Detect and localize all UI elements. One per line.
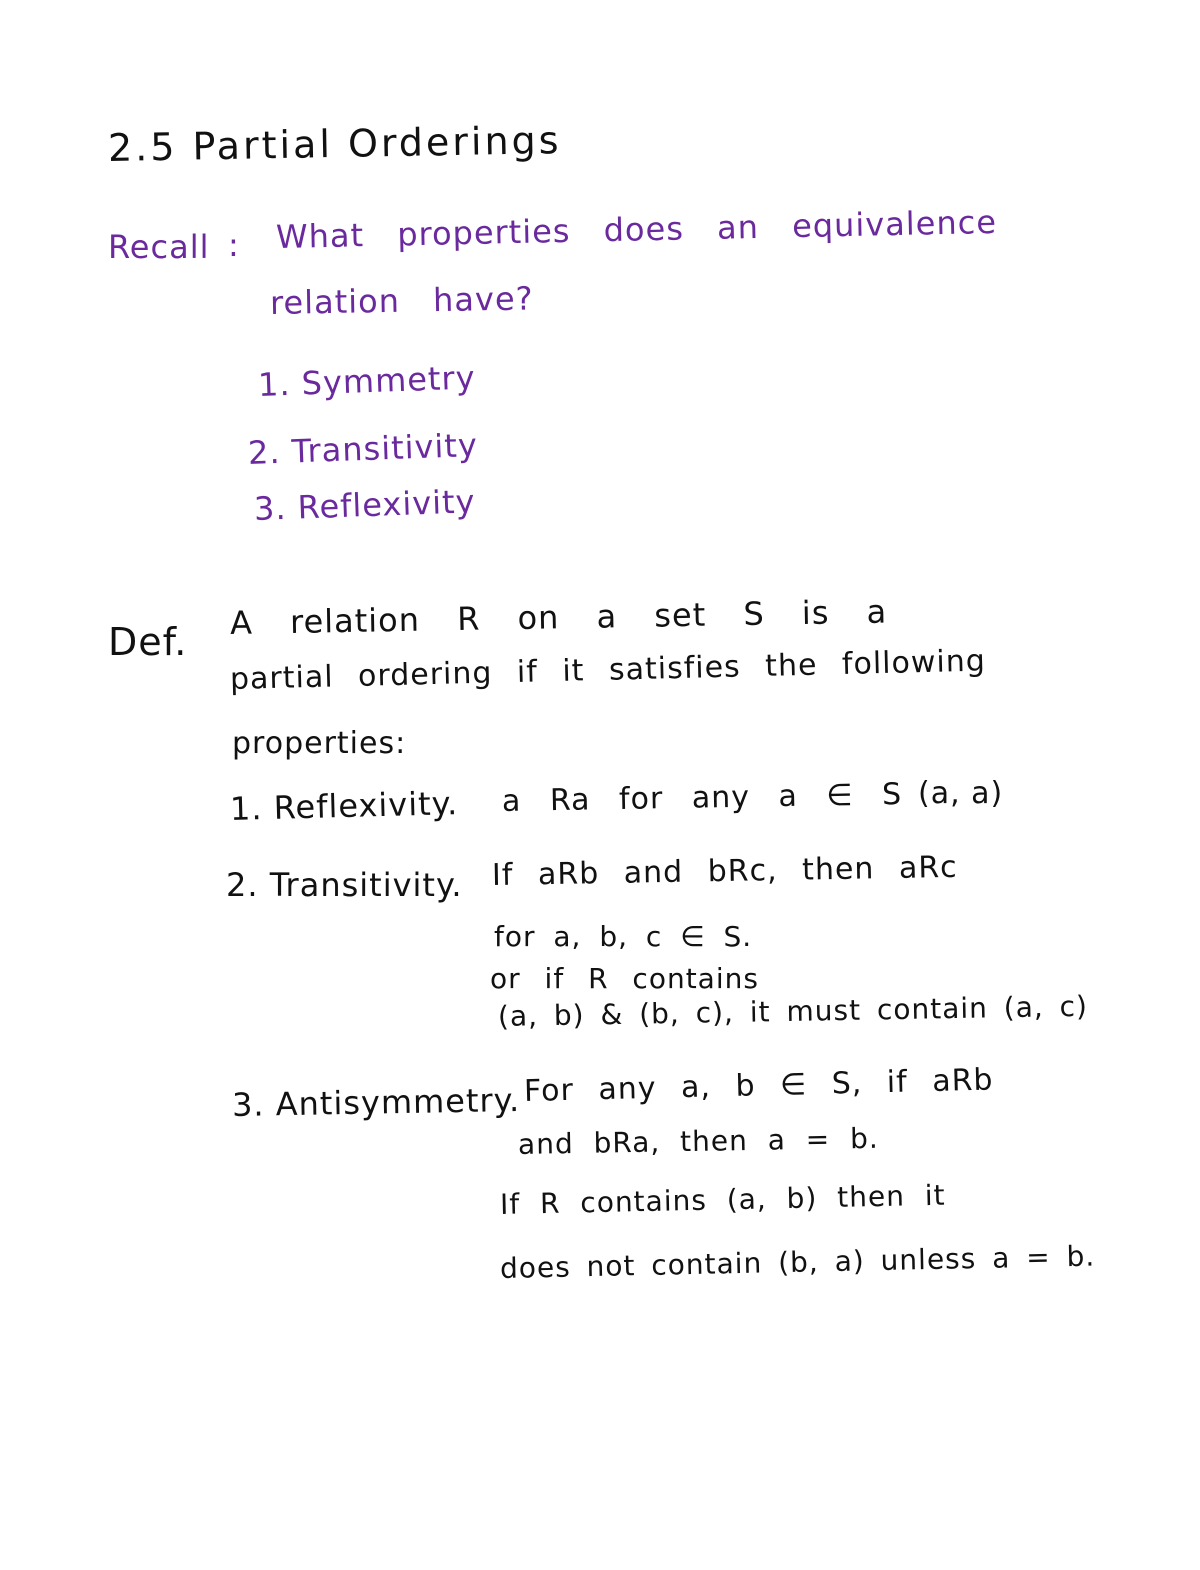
recall-question-line: relation have? [269, 279, 534, 322]
property-reflexivity-pair: (a, a) [918, 776, 1004, 811]
property-reflexivity-text: a Ra for any a ∈ S [501, 777, 903, 819]
recall-label: Recall [108, 228, 210, 266]
property-transitivity-text: (a, b) & (b, c), it must contain (a, c) [497, 989, 1089, 1033]
property-transitivity-label: 2. Transitivity. [226, 866, 463, 904]
property-transitivity-text: If aRb and bRc, then aRc [491, 849, 958, 893]
definition-line: properties: [232, 726, 407, 761]
recall-item-transitivity: 2. Transitivity [247, 425, 479, 472]
recall-item-reflexivity: 3. Reflexivity [253, 482, 477, 528]
definition-label: Def. [108, 620, 188, 664]
definition-line: A relation R on a set S is a [229, 592, 888, 642]
property-reflexivity-label: 1. Reflexivity. [229, 784, 459, 828]
property-transitivity-text: for a, b, c ∈ S. [494, 920, 753, 953]
property-antisymmetry-text: does not contain (b, a) unless a = b. [499, 1239, 1096, 1285]
property-antisymmetry-text: and bRa, then a = b. [517, 1121, 880, 1161]
property-antisymmetry-label: 3. Antisymmetry. [231, 1080, 521, 1124]
page-title: 2.5 Partial Orderings [107, 118, 562, 170]
recall-question-line: What properties does an equivalence [275, 202, 998, 256]
property-transitivity-text: or if R contains [490, 962, 759, 995]
property-antisymmetry-text: For any a, b ∈ S, if aRb [523, 1062, 994, 1109]
recall-item-symmetry: 1. Symmetry [257, 358, 477, 404]
definition-line: partial ordering if it satisfies the following [229, 643, 987, 697]
property-antisymmetry-text: If R contains (a, b) then it [499, 1178, 946, 1221]
recall-colon: : [228, 226, 240, 264]
